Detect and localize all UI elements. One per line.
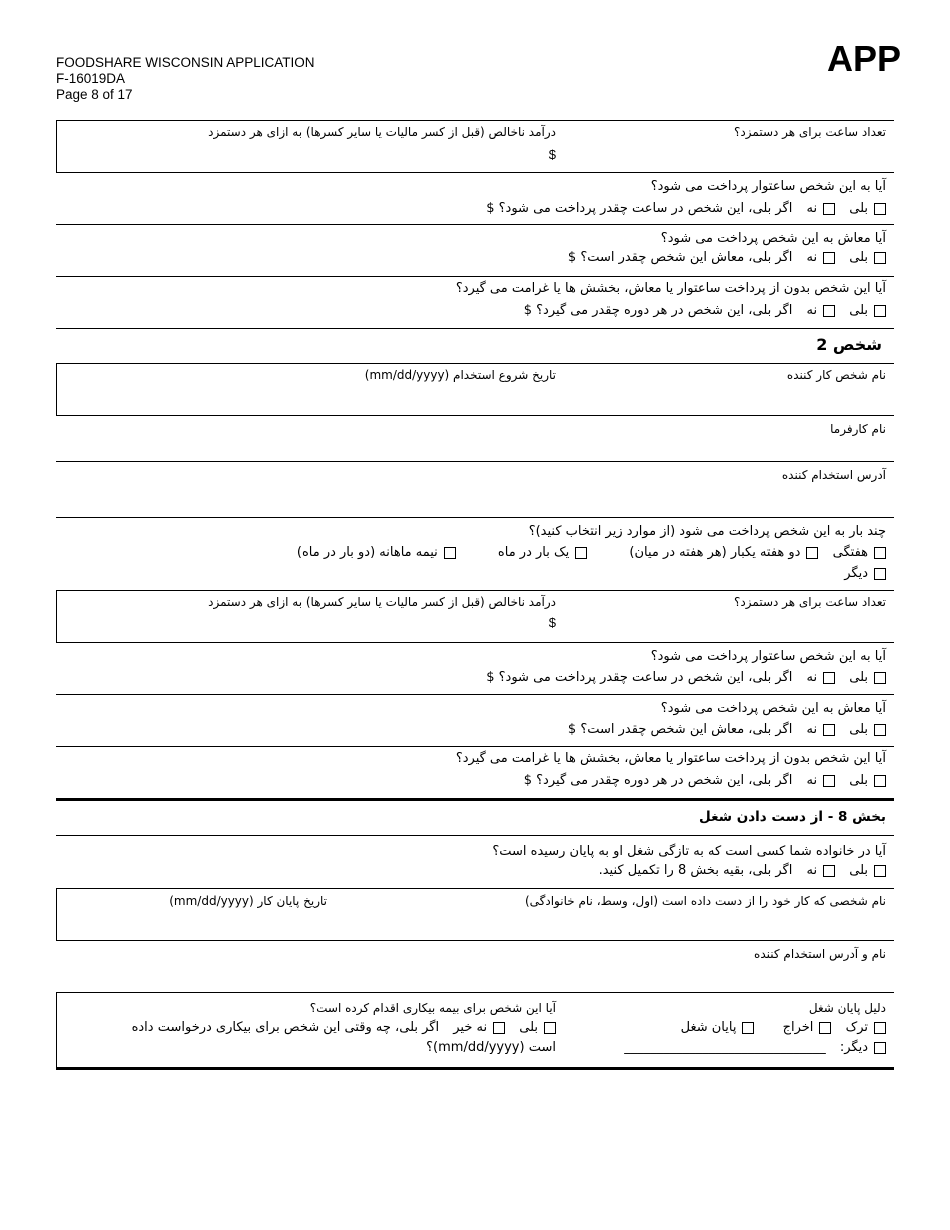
other-amount-field[interactable]: $ [523,303,533,318]
monthly-checkbox[interactable] [575,547,587,559]
reason-end-checkbox[interactable] [742,1022,754,1034]
employer-address-field[interactable]: آدرس استخدام کننده [56,462,894,518]
unemployment-date-field[interactable]: است (mm/dd/yyyy)؟ [426,1040,556,1055]
salary-no-checkbox-2[interactable] [823,724,835,736]
hourly-no-checkbox[interactable] [823,203,835,215]
unemployment-no-checkbox[interactable] [493,1022,505,1034]
unemployment-yes-checkbox[interactable] [544,1022,556,1034]
hourly-amount-field[interactable]: $ [486,201,495,216]
hours-per-pay-field-2[interactable]: تعداد ساعت برای هر دستمزد؟ [734,595,886,609]
reason-fired-checkbox[interactable] [819,1022,831,1034]
form-body [56,120,894,1070]
other-yes-checkbox-2[interactable] [874,775,886,787]
employer-name-field[interactable]: نام کارفرما [56,416,894,462]
gross-income-field-2[interactable]: درآمد ناخالص (قبل از کسر مالیات یا سایر کسرها) به ازای هر دستمزد $ [56,591,564,642]
other-compensation-row-2: آیا این شخص بدون از پرداخت ساعتوار یا معاش، بخشش ها یا غرامت می گیرد؟ بلی نه اگر بلی، این شخص در هر دوره چقدر می گیرد؟ $ [56,747,894,801]
reason-quit-checkbox[interactable] [874,1022,886,1034]
unemployment-field: آیا این شخص برای بیمه بیکاری اقدام کرده است؟ بلی نه خیر اگر بلی، چه وقتی این شخص برای بیکاری درخواست داده است (mm/dd/yyyy)؟ [56,993,564,1067]
form-title: FOODSHARE WISCONSIN APPLICATION [56,55,315,70]
other-compensation-row: آیا این شخص بدون از پرداخت ساعتوار یا معاش، بخشش ها یا غرامت می گیرد؟ بلی نه اگر بلی، این شخص در هر دوره چقدر می گیرد؟ $ [56,277,894,329]
hourly-question: آیا به این شخص ساعتوار پرداخت می شود؟ [650,179,886,194]
hourly-amount-field-2[interactable]: $ [486,670,495,685]
reason-other-input[interactable]: _______________________________ [624,1040,826,1055]
form-header [56,55,315,103]
hourly-question-row-2: آیا به این شخص ساعتوار پرداخت می شود؟ بلی نه اگر بلی، این شخص در ساعت چقدر پرداخت می شود؟ $ [56,643,894,695]
person2-heading-row [56,329,894,364]
dollar-sign: $ [548,147,556,162]
section8-heading-row [56,801,894,836]
reason-other-checkbox[interactable] [874,1042,886,1054]
gross-income-field[interactable]: درآمد ناخالص (قبل از کسر مالیات یا سایر کسرها) به ازای هر دستمزد $ [56,121,564,172]
other-frequency-checkbox[interactable] [874,568,886,580]
employee-name-field[interactable]: نام شخص کار کننده [786,368,886,382]
other-yes-checkbox[interactable] [874,305,886,317]
other-no-checkbox[interactable] [823,305,835,317]
other-amount-field-2[interactable]: $ [523,773,533,788]
hourly-yes-checkbox-2[interactable] [874,672,886,684]
job-loss-question-row: آیا در خانواده شما کسی است که به تازگی شغل او به پایان رسیده است؟ بلی نه اگر بلی، بقیه بخش 8 را تکمیل کنید. [56,836,894,889]
job-loss-employer-field[interactable]: نام و آدرس استخدام کننده [56,941,894,993]
salary-no-checkbox[interactable] [823,252,835,264]
salary-amount-field[interactable]: $ [567,250,577,265]
salary-question-row-2: آیا معاش به این شخص پرداخت می شود؟ بلی نه اگر بلی، معاش این شخص چقدر است؟ $ [56,695,894,747]
job-end-date-field[interactable]: تاریخ پایان کار (mm/dd/yyyy) [56,889,335,940]
biweekly-checkbox[interactable] [806,547,818,559]
app-badge: APP [826,38,901,79]
hours-per-pay-field[interactable]: تعداد ساعت برای هر دستمزد؟ [734,125,886,139]
weekly-checkbox[interactable] [874,547,886,559]
job-loss-person-name-field[interactable]: نام شخصی که کار خود را از دست داده است (اول، وسط، نام خانوادگی) [524,894,886,908]
page-number: Page 8 of 17 [56,87,133,102]
pay-details-row-2 [56,591,894,643]
person2-title: شخص 2 [816,335,882,354]
job-loss-person-row [56,889,894,941]
salary-amount-field-2[interactable]: $ [567,722,577,737]
salary-question-row: آیا معاش به این شخص پرداخت می شود؟ بلی نه اگر بلی، معاش این شخص چقدر است؟ $ [56,225,894,277]
job-end-details-row [56,993,894,1070]
hourly-question-row: آیا به این شخص ساعتوار پرداخت می شود؟ بلی نه اگر بلی، این شخص در ساعت چقدر پرداخت می شود؟ $ [56,173,894,225]
section8-title: بخش 8 - از دست دادن شغل [699,809,886,825]
hourly-followup: اگر بلی، این شخص در ساعت چقدر پرداخت می شود؟ [498,201,793,216]
semimonthly-checkbox[interactable] [444,547,456,559]
salary-yes-checkbox[interactable] [874,252,886,264]
job-loss-yes-checkbox[interactable] [874,865,886,877]
start-date-field[interactable]: تاریخ شروع استخدام (mm/dd/yyyy) [56,364,564,415]
pay-details-row [56,120,894,173]
other-no-checkbox-2[interactable] [823,775,835,787]
employee-row [56,364,894,416]
job-end-reason-field: دلیل پایان شغل ترک اخراج پایان شغل دیگر: _______________________________ [624,1001,886,1055]
hourly-yes-checkbox[interactable] [874,203,886,215]
job-loss-no-checkbox[interactable] [823,865,835,877]
pay-frequency-row: چند بار به این شخص پرداخت می شود (از موارد زیر انتخاب کنید)؟ هفتگی دو هفته یکبار (هر هفته در میان) یک بار در ماه نیمه ماهانه (دو بار در ماه) دیگر [56,518,894,591]
form-number: F-16019DA [56,71,126,86]
hourly-no-checkbox-2[interactable] [823,672,835,684]
salary-yes-checkbox-2[interactable] [874,724,886,736]
